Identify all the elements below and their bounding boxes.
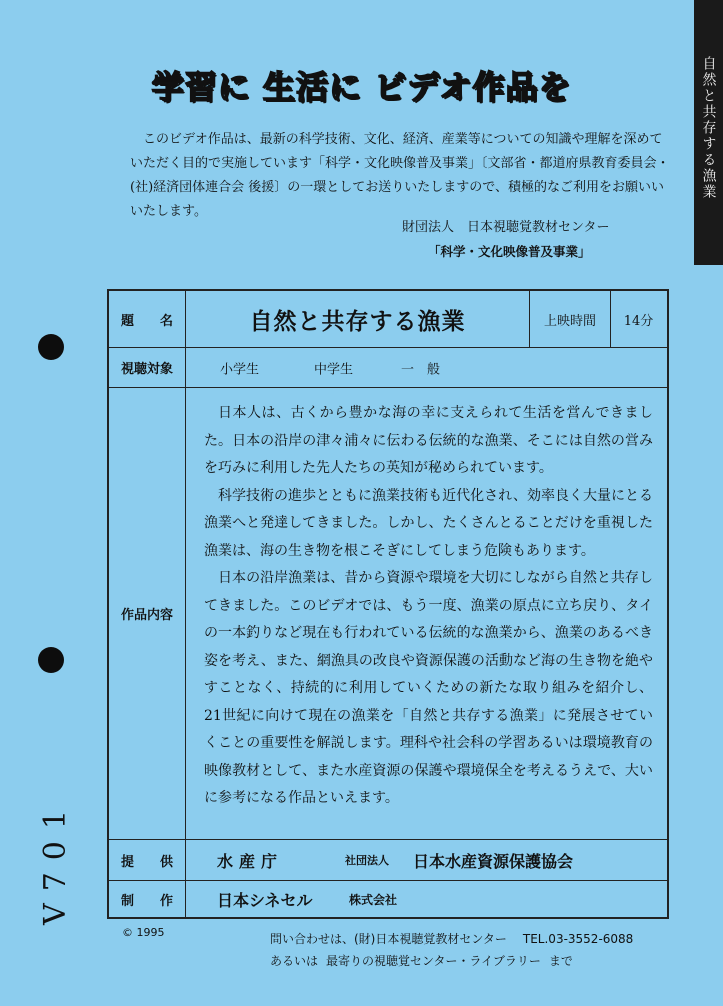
catalog-code	[35, 776, 75, 946]
contact-phone: TEL.03-3552-6088	[522, 932, 634, 946]
intro-text	[130, 128, 670, 224]
catalog-code-text: V701	[37, 797, 73, 925]
binder-hole-bottom	[38, 647, 64, 673]
content-row	[109, 388, 667, 840]
contact-line-2	[270, 950, 690, 972]
audience-label: 視聴対象	[109, 348, 186, 387]
provider-org-type: 社団法人	[345, 854, 389, 867]
title-row	[109, 291, 667, 348]
info-table	[107, 289, 669, 919]
contact-alt-prefix: あるいは	[270, 954, 319, 968]
contact-alt-suffix: まで	[548, 954, 573, 968]
audience-row	[109, 348, 667, 388]
provider-row	[109, 840, 667, 881]
production-label: 制作	[109, 881, 186, 917]
content-paragraph: 科学技術の進歩とともに漁業技術も近代化され、効率良く大量にとる漁業へと発達してきました。しかし、たくさんとることだけを重視した漁業は、海の生き物を根こそぎにしてしまう危険もあります。	[204, 487, 653, 559]
contact-center: 問い合わせは、(財)日本視聴覚教材センター	[270, 932, 507, 946]
side-tab	[694, 0, 723, 265]
org-project: 「科学・文化映像普及事業」	[428, 244, 591, 259]
content-label: 作品内容	[109, 388, 186, 839]
intro-paragraph: このビデオ作品は、最新の科学技術、文化、経済、産業等についての知識や理解を深めていただく目的で実施しています「科学・文化映像普及事業」〔文部省・都道府県教育委員会・(社)経済団体連合会 後援〕の一環としてお送りいたしますので、積極的なご利用をお願いいいたします。	[130, 132, 670, 219]
contact-library: 最寄りの視聴覚センター・ライブラリー	[326, 954, 541, 968]
copyright: © 1995	[122, 926, 165, 939]
provider-label: 提供	[109, 840, 186, 880]
binder-hole-top	[38, 334, 64, 360]
provider-association: 日本水産資源保護協会	[413, 851, 574, 871]
headline: 学習に 生活に ビデオ作品を	[151, 68, 572, 106]
audience-values	[186, 348, 666, 387]
title-label: 題名	[109, 291, 186, 347]
runtime-label: 上映時間	[529, 291, 611, 347]
audience-elementary: 小学生	[220, 362, 260, 377]
content-description	[186, 388, 667, 839]
contact-line-1	[270, 928, 690, 950]
audience-general: 一 般	[401, 362, 441, 377]
production-row	[109, 881, 667, 917]
content-paragraph: 日本の沿岸漁業は、昔から資源や環境を大切にしながら自然と共存してきました。このビデオでは、もう一度、漁業の原点に立ち戻り、タイの一本釣りなど現在も行われている伝統的な漁業から、漁業のあるべき姿を考え、また、網漁具の改良や資源保護の活動など海の生き物を絶やすことなく、持続的に利用していくための新たな取り組みを紹介し、21世紀に向けて現在の漁業を「自然と共存する漁業」に発展させていくことの重要性を解説します。理科や社会科の学習あるいは環境教育の映像教材として、また水産資源の保護や環境保全を考えるうえで、大いに参考になる作品といえます。	[204, 570, 653, 806]
runtime-value: 14分	[623, 313, 654, 329]
content-paragraph: 日本人は、古くから豊かな海の幸に支えられて生活を営んできました。日本の沿岸の津々浦々に伝わる伝統的な漁業、そこには自然の営みを巧みに利用した先人たちの英知が秘められています。	[204, 405, 653, 476]
video-title: 自然と共存する漁業	[249, 308, 466, 335]
organization	[380, 216, 670, 264]
org-name: 財団法人 日本視聴覚教材センター	[402, 220, 610, 235]
producer-name: 日本シネセル	[217, 890, 313, 910]
contact-info	[270, 928, 690, 972]
producer-type: 株式会社	[349, 892, 398, 907]
side-tab-title: 自然と共存する漁業	[700, 56, 717, 200]
provider-agency: 水産庁	[217, 851, 284, 871]
audience-junior-high: 中学生	[314, 362, 354, 377]
